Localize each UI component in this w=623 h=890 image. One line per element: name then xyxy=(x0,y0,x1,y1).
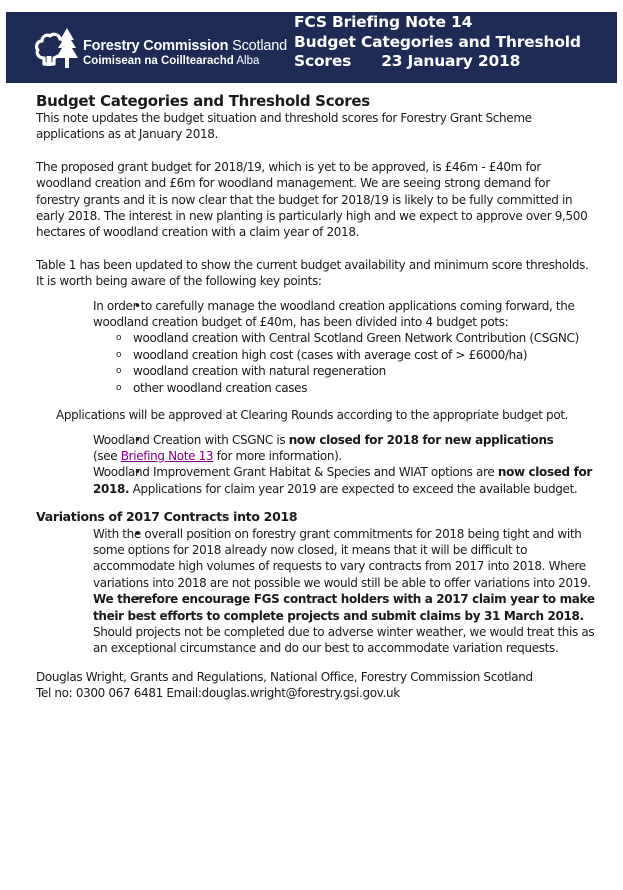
org-name-gaelic: Coimisean na Coilltearachd Alba xyxy=(83,55,260,67)
key-points-list xyxy=(36,298,596,396)
list-item: • We therefore encourage FGS contract holders with a 2017 claim year to make their best efforts to complete projects and submit claims by 31 March 2018. Should projects not be completed due to adverse winter weather, we would treat this as an exceptional circumstance and do our best to accommodate variation requests. xyxy=(93,591,596,657)
briefing-date: 23 January 2018 xyxy=(381,52,521,70)
contact-name: Douglas Wright, Grants and Regulations, National Office, Forestry Commission Scotland xyxy=(36,669,533,684)
briefing-subject: Budget Categories and Threshold xyxy=(294,32,581,51)
list-item: o woodland creation with natural regeneration xyxy=(133,363,596,379)
briefing-title xyxy=(294,13,581,72)
budget-paragraph: The proposed grant budget for 2018/19, which is yet to be approved, is £46m - £40m for woodland creation and £6m for woodland management. We are seeing strong demand for forestry grants and it is now clear that the budget for 2018/19 is likely to be fully committed in early 2018. The interest in new planting is particularly high and we expect to approve over 9,500 hectares of woodland creation with a claim year of 2018. xyxy=(36,159,588,240)
list-item: • Woodland Creation with CSGNC is now closed for 2018 for new applications (see Briefing Note 13 for more information). xyxy=(93,432,596,465)
table-paragraph: Table 1 has been updated to show the current budget availability and minimum score thresholds. It is worth being aware of the following key points: xyxy=(36,257,589,289)
intro-paragraph: This note updates the budget situation and threshold scores for Forestry Grant Scheme applications as at January 2018. xyxy=(36,111,532,142)
briefing-subject-cont: Scores xyxy=(294,52,352,70)
briefing-number: FCS Briefing Note 14 xyxy=(294,13,473,31)
applications-paragraph: Applications will be approved at Clearing Rounds according to the appropriate budget pot. xyxy=(56,408,569,423)
tree-logo-icon xyxy=(34,26,80,72)
org-name: Forestry Commission Scotland xyxy=(83,38,287,54)
header-banner xyxy=(6,12,617,83)
variations-heading: Variations of 2017 Contracts into 2018 xyxy=(36,509,298,525)
budget-pots-list xyxy=(93,330,596,396)
document-body xyxy=(36,92,596,702)
list-item: • With the overall position on forestry grant commitments for 2018 being tight and with some options for 2018 already now closed, it means that it will be difficult to accommodate high volumes of requests to vary contracts from 2017 into 2018. Where variations into 2018 are not possible we would still be able to offer variations into 2019. xyxy=(93,526,596,592)
contact-details: Tel no: 0300 067 6481 Email:douglas.wright@forestry.gsi.gov.uk xyxy=(36,686,400,701)
briefing-note-13-link[interactable]: Briefing Note 13 xyxy=(120,448,214,463)
list-item: • Woodland Improvement Grant Habitat & Species and WIAT options are now closed for 2018. Applications for claim year 2019 are expected to exceed the available budget. xyxy=(93,464,596,497)
fcs-logo xyxy=(34,26,287,72)
list-item: • In order to carefully manage the woodland creation applications coming forward, the woodland creation budget of £40m, has been divided into 4 budget pots: o woodland creation with Central Scotland Green Network Contribution (CSGNC) o woodland creation high cost (cases with average cost of > £6000/ha) o woodland creation with natural regeneration o other woodland creation cases xyxy=(93,298,596,396)
list-item: o woodland creation with Central Scotland Green Network Contribution (CSGNC) xyxy=(133,330,596,346)
list-item: o other woodland creation cases xyxy=(133,380,596,396)
section-heading: Budget Categories and Threshold Scores xyxy=(36,92,370,110)
closures-list xyxy=(36,432,596,498)
variations-list xyxy=(36,526,596,657)
list-item: o woodland creation high cost (cases with average cost of > £6000/ha) xyxy=(133,347,596,363)
